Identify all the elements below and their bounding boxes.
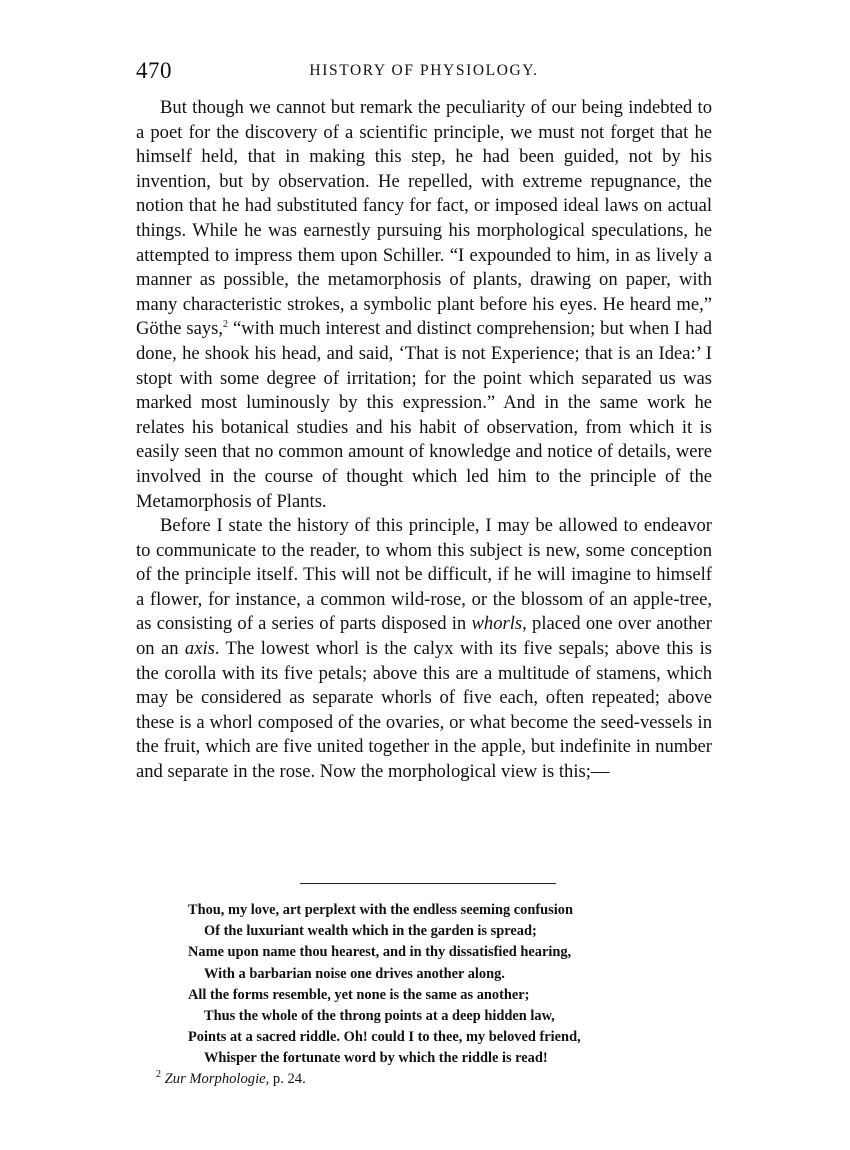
page-header [136, 58, 712, 88]
paragraph-1 [136, 96, 712, 514]
paragraph-2-text-c: . The lowest whorl is the calyx with its five sepals; above this is the corolla with its five petals; above this are a multitude of stamens, which may be considered as separate whorls of five each, often repeated; above these is a whorl composed of the ovaries, or what become the seed-vessels in the fruit, which are five united together in the apple, but indefinite in number and separate in the rose. Now the morphological view is this;— [136, 638, 712, 783]
paragraph-1-text-b: “with much interest and distinct comprehension; but when I had done, he shook his head, and said, ‘That is not Experience; that is an Idea:’ I stopt with some degree of irritation; for the point which separated us was marked most luminously by this expression.” And in the same work he relates his botanical studies and his habit of observation, from which it is easily seen that no common amount of knowledge and notice of details, were involved in the course of thought which led him to the principle of the Metamorphosis of Plants. [136, 318, 712, 512]
page-number: 470 [136, 58, 172, 83]
paragraph-1-text-a: But though we cannot but remark the peculiarity of our being indebted to a poet for the discovery of a scientific principle, we must not forget that he himself held, that in making this step, he had been guided, not by his invention, but by observation. He repelled, with extreme repugnance, the notion that he had substituted fancy for fact, or imposed ideal laws on actual things. While he was earnestly pursuing his morphological speculations, he attempted to impress them upon Schiller. “I expounded to him, in as lively a manner as possible, the metamorphosis of plants, drawing on paper, with many characteristic strokes, a symbolic plant before his eyes. He heard me,” Göthe says, [136, 97, 712, 340]
poem-line: Whisper the fortunate word by which the riddle is read! [204, 1050, 548, 1067]
body-text [136, 96, 712, 785]
paragraph-2-text-b: , placed one over another on an [136, 613, 712, 660]
footnote [156, 1069, 676, 1089]
footnote-rest: , p. 24. [265, 1071, 306, 1087]
footnote-mark: 2 [156, 1069, 161, 1081]
paragraph-2-text-a: Before I state the history of this principle, I may be allowed to endeavor to communicate to the reader, to whom this subject is new, some conception of the principle itself. This will not be difficult, if he will imagine to himself a flower, for instance, a common wild-rose, or the blossom of an apple-tree, as consisting of a series of parts disposed in [136, 515, 712, 635]
footnote-reference: 2 [223, 319, 229, 331]
term-whorls: whorls [471, 613, 523, 635]
footnote-poem [188, 900, 708, 1070]
footnote-divider [300, 883, 556, 884]
running-head: HISTORY OF PHYSIOLOGY. [309, 62, 539, 79]
poem-line: Of the luxuriant wealth which in the garden is spread; [204, 923, 537, 940]
poem-line: Name upon name thou hearest, and in thy dissatisfied hearing, [188, 944, 572, 961]
poem-line: With a barbarian noise one drives another along. [204, 965, 505, 982]
paragraph-2 [136, 514, 712, 785]
term-axis: axis [184, 638, 215, 660]
poem-line: Points at a sacred riddle. Oh! could I to thee, my beloved friend, [188, 1029, 581, 1046]
footnote-title: Zur Morphologie [164, 1071, 266, 1087]
poem-line: All the forms resemble, yet none is the same as another; [188, 986, 530, 1003]
poem-line: Thou, my love, art perplext with the endless seeming confusion [188, 902, 573, 918]
poem-line: Thus the whole of the throng points at a deep hidden law, [204, 1008, 555, 1025]
